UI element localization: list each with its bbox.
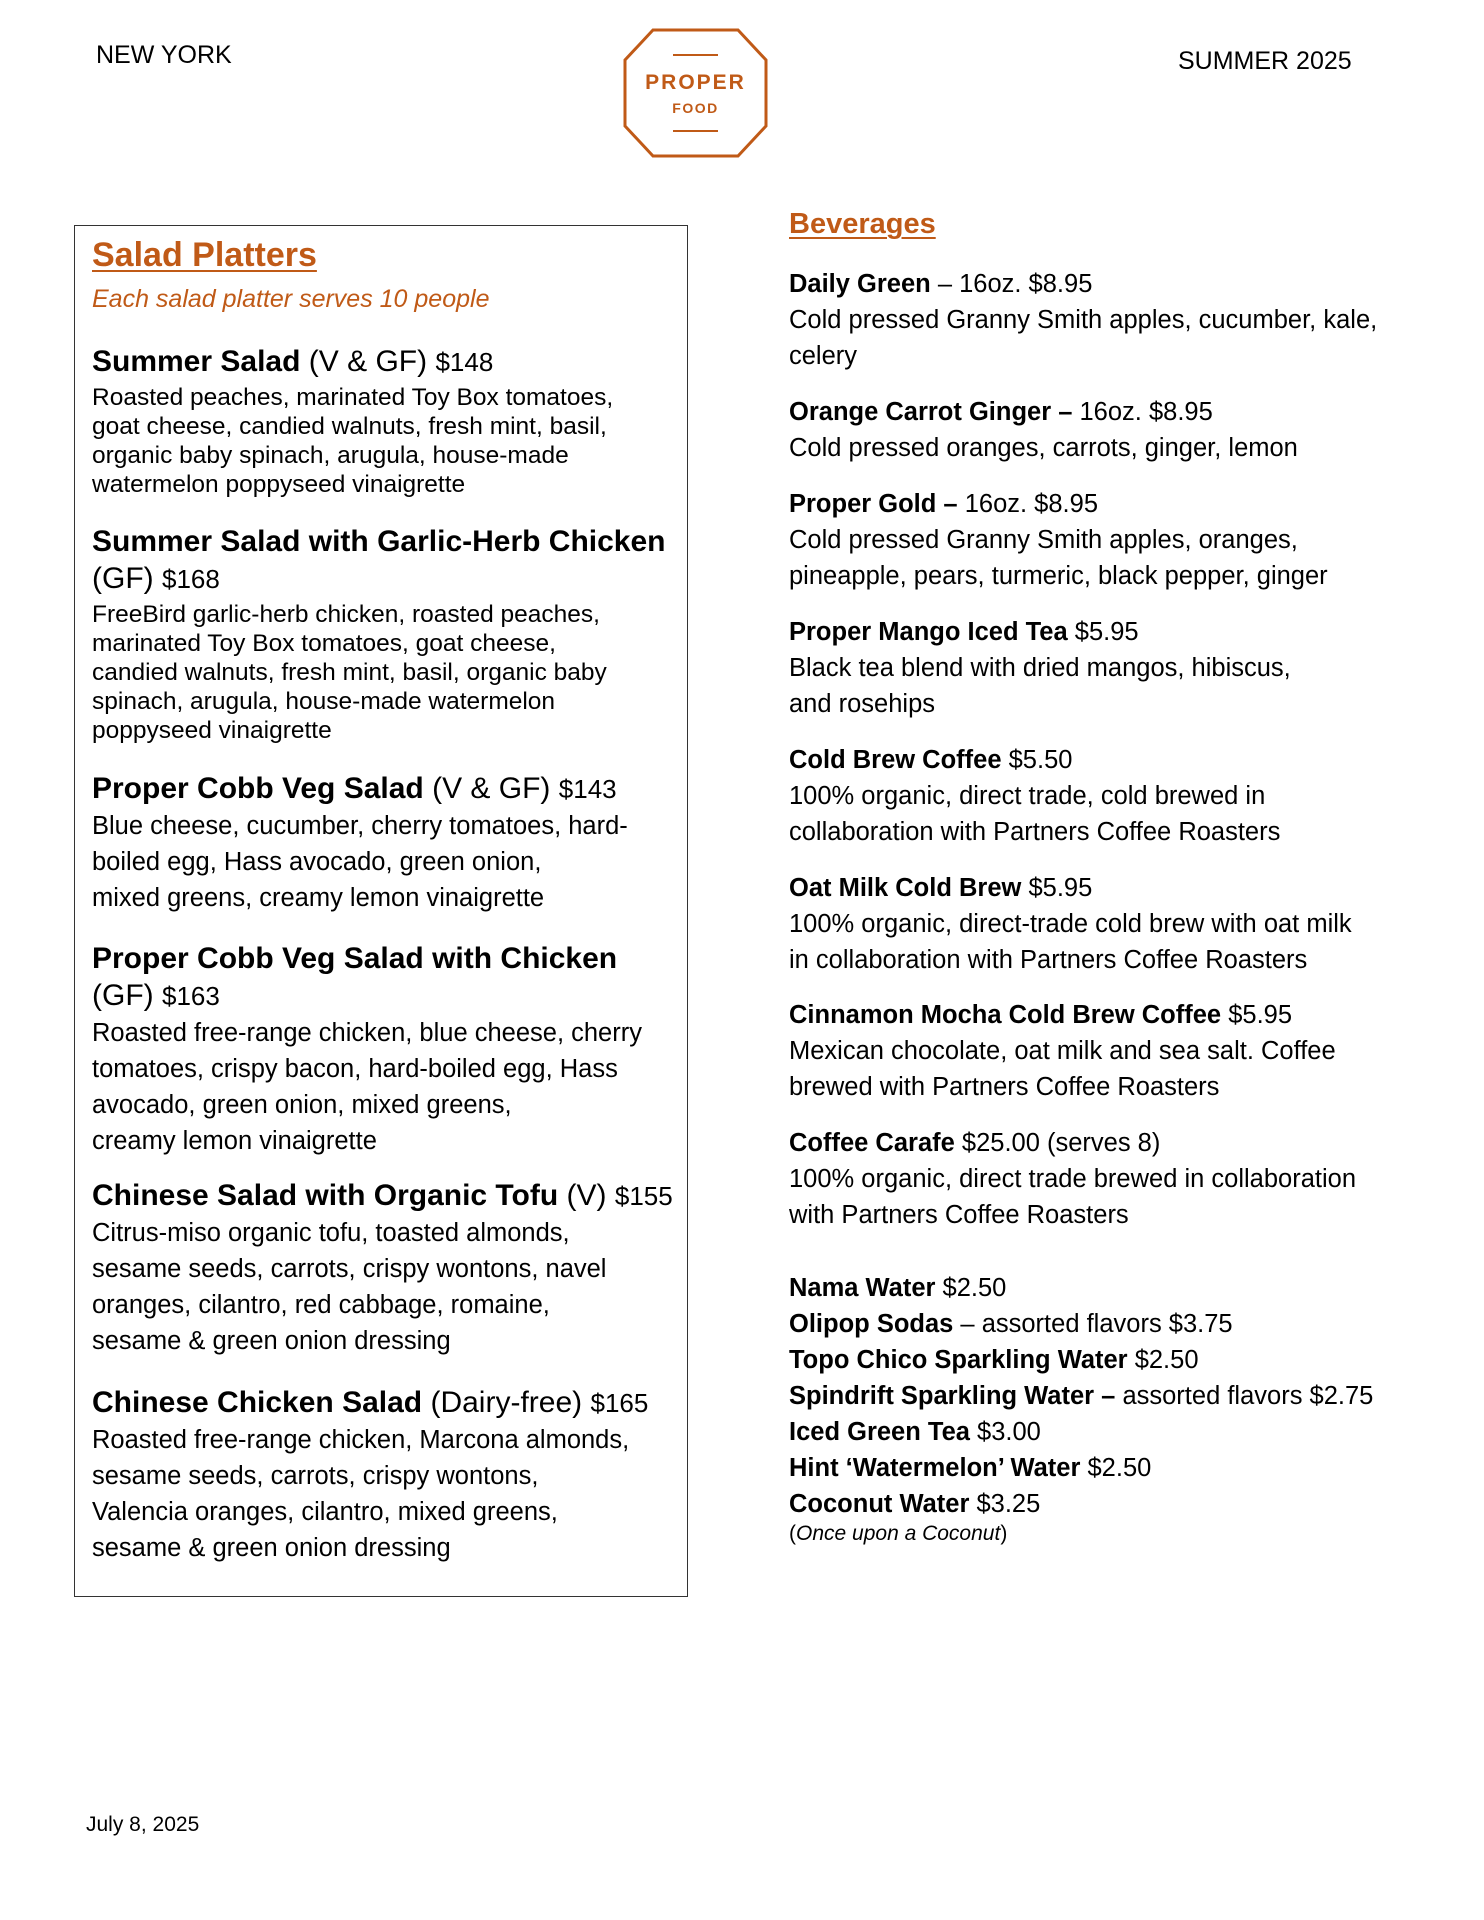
description-line: sesame & green onion dressing xyxy=(92,1327,451,1355)
simple-beverage-name: Hint ‘Watermelon’ Water xyxy=(789,1454,1081,1482)
description-line: sesame seeds, carrots, crispy wontons, navel xyxy=(92,1255,607,1283)
description-line: 100% organic, direct-trade cold brew with oat milk xyxy=(789,910,1352,938)
simple-beverage-price: $3.00 xyxy=(969,1418,1041,1446)
simple-beverage-price: $3.25 xyxy=(969,1490,1041,1518)
salad-item-price: $163 xyxy=(161,981,220,1011)
description-line: Mexican chocolate, oat milk and sea salt. Coffee xyxy=(789,1037,1336,1065)
salad-item xyxy=(92,1177,682,1359)
salad-item-name: Chinese Salad with Organic Tofu xyxy=(92,1179,559,1212)
salad-item-description xyxy=(92,1015,682,1159)
description-line: pineapple, pears, turmeric, black pepper, ginger xyxy=(789,562,1328,590)
description-line: watermelon poppyseed vinaigrette xyxy=(92,471,466,498)
beverage-item-separator xyxy=(1068,618,1075,646)
salad-item-name: Summer Salad xyxy=(92,345,301,378)
description-line: 100% organic, direct trade, cold brewed in xyxy=(789,782,1266,810)
description-line: Blue cheese, cucumber, cherry tomatoes, hard- xyxy=(92,812,628,840)
simple-beverage-name: Olipop Sodas xyxy=(789,1310,954,1338)
note-open-paren: ( xyxy=(789,1522,796,1545)
salad-item-heading xyxy=(92,343,682,381)
beverage-item-name: Cinnamon Mocha Cold Brew Coffee xyxy=(789,1001,1222,1029)
beverage-item-name: Coffee Carafe xyxy=(789,1129,955,1157)
description-line: sesame seeds, carrots, crispy wontons, xyxy=(92,1462,539,1490)
salad-item-heading xyxy=(92,770,682,808)
beverage-item xyxy=(789,870,1429,978)
salad-item-price: $155 xyxy=(614,1181,673,1211)
description-line: Cold pressed Granny Smith apples, cucumber, kale, xyxy=(789,306,1378,334)
beverage-item-description xyxy=(789,1033,1429,1105)
description-line: organic baby spinach, arugula, house-made xyxy=(92,442,569,469)
description-line: candied walnuts, fresh mint, basil, organic baby xyxy=(92,659,607,686)
salad-item-heading xyxy=(92,523,682,598)
beverage-item-description xyxy=(789,778,1429,850)
note-brand: Once upon a Coconut xyxy=(796,1522,1001,1545)
description-line: FreeBird garlic-herb chicken, roasted peaches, xyxy=(92,601,600,628)
description-line: mixed greens, creamy lemon vinaigrette xyxy=(92,884,545,912)
coconut-water-brand-note xyxy=(789,1522,1429,1546)
salad-item-tags: (GF) xyxy=(92,562,154,595)
description-line: and rosehips xyxy=(789,690,936,718)
beverage-item-name: Cold Brew Coffee xyxy=(789,746,1002,774)
beverage-item-price: $5.50 xyxy=(1008,746,1073,774)
salad-item-heading xyxy=(92,940,682,1015)
beverage-item-name: Orange Carrot Ginger – xyxy=(789,398,1073,426)
description-line: creamy lemon vinaigrette xyxy=(92,1127,377,1155)
logo-text-proper: PROPER xyxy=(645,71,746,94)
salad-item-description xyxy=(92,1215,682,1359)
logo-text-food: FOOD xyxy=(672,100,719,116)
simple-beverage-price: – assorted flavors $3.75 xyxy=(953,1310,1233,1338)
description-line: sesame & green onion dressing xyxy=(92,1534,451,1562)
beverage-item-description xyxy=(789,430,1429,466)
salad-item-tags: (V) xyxy=(566,1179,607,1212)
simple-beverage-item xyxy=(789,1378,1429,1414)
description-line: avocado, green onion, mixed greens, xyxy=(92,1091,512,1119)
season-label: SUMMER 2025 xyxy=(1178,47,1352,75)
beverage-item-heading xyxy=(789,870,1429,906)
description-line: Black tea blend with dried mangos, hibiscus, xyxy=(789,654,1291,682)
beverage-item-name: Proper Gold – xyxy=(789,490,958,518)
description-line: Roasted free-range chicken, Marcona almonds, xyxy=(92,1426,630,1454)
beverage-item-separator xyxy=(958,490,965,518)
salad-item-price: $148 xyxy=(435,347,494,377)
description-line: Cold pressed Granny Smith apples, oranges, xyxy=(789,526,1298,554)
description-line: oranges, cilantro, red cabbage, romaine, xyxy=(92,1291,550,1319)
note-close-paren: ) xyxy=(1000,1522,1008,1545)
description-line: Roasted free-range chicken, blue cheese, cherry xyxy=(92,1019,642,1047)
simple-beverage-item xyxy=(789,1306,1429,1342)
salad-item xyxy=(92,343,682,499)
salad-item-description xyxy=(92,383,682,499)
beverage-item-separator xyxy=(1002,746,1009,774)
beverage-item-description xyxy=(789,650,1429,722)
salad-item-description xyxy=(92,808,682,916)
beverage-item xyxy=(789,997,1429,1105)
salad-item-name: Chinese Chicken Salad xyxy=(92,1386,423,1419)
beverage-item xyxy=(789,394,1429,466)
beverage-item-name: Proper Mango Iced Tea xyxy=(789,618,1068,646)
salad-section-title: Salad Platters xyxy=(92,236,317,274)
beverage-item-price: $25.00 (serves 8) xyxy=(961,1129,1161,1157)
simple-beverage-item xyxy=(789,1450,1429,1486)
beverage-item-description xyxy=(789,302,1429,374)
salad-section-subtitle: Each salad platter serves 10 people xyxy=(92,285,490,313)
simple-beverage-item xyxy=(789,1486,1429,1522)
beverage-item-price: $5.95 xyxy=(1074,618,1139,646)
beverage-item xyxy=(789,266,1429,374)
salad-item-name: Proper Cobb Veg Salad with Chicken xyxy=(92,942,618,975)
salad-item-tags: (Dairy-free) xyxy=(430,1386,583,1419)
description-line: Roasted peaches, marinated Toy Box tomatoes, xyxy=(92,384,614,411)
beverages-section-title: Beverages xyxy=(789,208,936,240)
beverage-item-price: $5.95 xyxy=(1228,1001,1293,1029)
beverage-item-heading xyxy=(789,486,1429,522)
beverage-item-description xyxy=(789,906,1429,978)
description-line: Cold pressed oranges, carrots, ginger, lemon xyxy=(789,434,1298,462)
salad-item xyxy=(92,770,682,916)
salad-item-tags: (V & GF) xyxy=(308,345,428,378)
beverage-item xyxy=(789,614,1429,722)
description-line: boiled egg, Hass avocado, green onion, xyxy=(92,848,542,876)
salad-item-heading xyxy=(92,1384,682,1422)
description-line: with Partners Coffee Roasters xyxy=(789,1201,1129,1229)
description-line: poppyseed vinaigrette xyxy=(92,717,332,744)
beverage-item-heading xyxy=(789,1125,1429,1161)
simple-beverage-price: $2.50 xyxy=(935,1274,1007,1302)
beverage-item-price: 16oz. $8.95 xyxy=(964,490,1098,518)
salad-item-price: $165 xyxy=(590,1388,649,1418)
beverage-item-price: 16oz. $8.95 xyxy=(959,270,1093,298)
description-line: celery xyxy=(789,342,858,370)
simple-beverage-item xyxy=(789,1414,1429,1450)
description-line: tomatoes, crispy bacon, hard-boiled egg, Hass xyxy=(92,1055,618,1083)
simple-beverage-item xyxy=(789,1270,1429,1306)
beverage-item-price: $5.95 xyxy=(1028,874,1093,902)
beverage-item-name: Daily Green xyxy=(789,270,931,298)
salad-item-heading xyxy=(92,1177,682,1215)
beverage-item-heading xyxy=(789,614,1429,650)
beverage-item-description xyxy=(789,522,1429,594)
salad-item-description xyxy=(92,600,682,745)
beverage-item-separator: – xyxy=(930,270,960,298)
description-line: collaboration with Partners Coffee Roasters xyxy=(789,818,1281,846)
simple-beverage-price: $2.50 xyxy=(1127,1346,1199,1374)
simple-beverage-price: $2.50 xyxy=(1080,1454,1152,1482)
beverage-item-heading xyxy=(789,394,1429,430)
location-label: NEW YORK xyxy=(96,41,232,69)
simple-beverage-name: Topo Chico Sparkling Water xyxy=(789,1346,1128,1374)
beverage-item-separator xyxy=(955,1129,962,1157)
beverage-item xyxy=(789,1125,1429,1233)
simple-beverage-name: Iced Green Tea xyxy=(789,1418,970,1446)
description-line: in collaboration with Partners Coffee Roasters xyxy=(789,946,1308,974)
beverage-item-heading xyxy=(789,266,1429,302)
menu-date: July 8, 2025 xyxy=(86,1813,200,1836)
salad-item-name: Summer Salad with Garlic-Herb Chicken xyxy=(92,525,666,558)
salad-item xyxy=(92,1384,682,1566)
simple-beverage-name: Nama Water xyxy=(789,1274,936,1302)
salad-item-name: Proper Cobb Veg Salad xyxy=(92,772,424,805)
simple-beverage-item xyxy=(789,1342,1429,1378)
salad-item-tags: (V & GF) xyxy=(432,772,551,805)
salad-item-price: $168 xyxy=(161,564,220,594)
description-line: Citrus-miso organic tofu, toasted almonds, xyxy=(92,1219,570,1247)
description-line: spinach, arugula, house-made watermelon xyxy=(92,688,556,715)
salad-item xyxy=(92,523,682,745)
proper-food-logo xyxy=(623,27,768,159)
simple-beverage-name: Spindrift Sparkling Water – xyxy=(789,1382,1116,1410)
beverage-item xyxy=(789,486,1429,594)
description-line: brewed with Partners Coffee Roasters xyxy=(789,1073,1220,1101)
simple-beverage-name: Coconut Water xyxy=(789,1490,970,1518)
description-line: Valencia oranges, cilantro, mixed greens, xyxy=(92,1498,558,1526)
salad-item-price: $143 xyxy=(558,774,617,804)
beverage-item-heading xyxy=(789,997,1429,1033)
beverage-item-heading xyxy=(789,742,1429,778)
salad-item-tags: (GF) xyxy=(92,979,154,1012)
beverage-item-separator xyxy=(1072,398,1079,426)
beverage-item-name: Oat Milk Cold Brew xyxy=(789,874,1022,902)
beverage-item-description xyxy=(789,1161,1429,1233)
salad-item xyxy=(92,940,682,1159)
beverage-item xyxy=(789,742,1429,850)
beverage-item-price: 16oz. $8.95 xyxy=(1079,398,1213,426)
description-line: goat cheese, candied walnuts, fresh mint, basil, xyxy=(92,413,607,440)
description-line: marinated Toy Box tomatoes, goat cheese, xyxy=(92,630,556,657)
simple-beverage-list xyxy=(789,1270,1429,1546)
description-line: 100% organic, direct trade brewed in collaboration xyxy=(789,1165,1357,1193)
salad-item-description xyxy=(92,1422,682,1566)
simple-beverage-price: assorted flavors $2.75 xyxy=(1115,1382,1374,1410)
